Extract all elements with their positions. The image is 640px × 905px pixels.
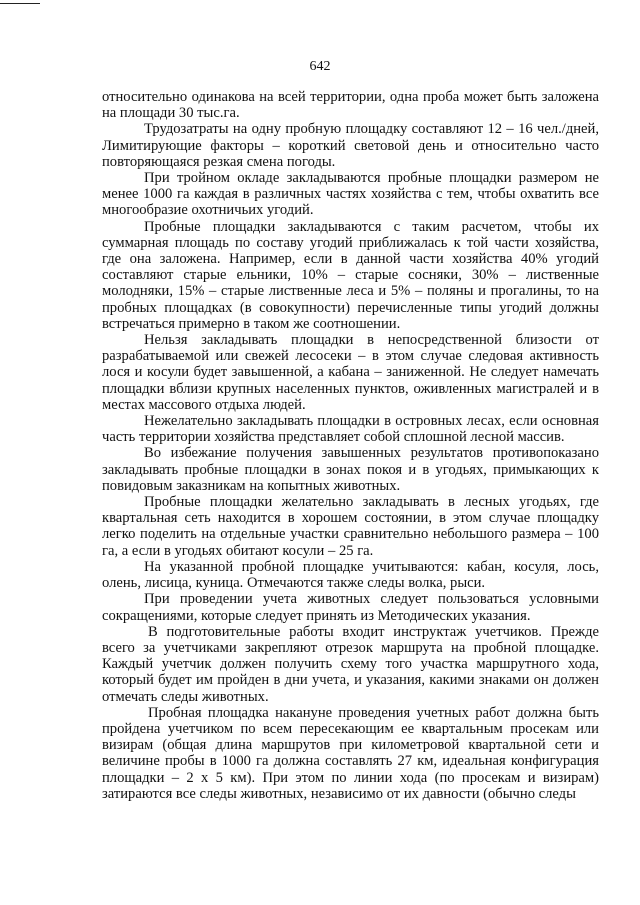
paragraph: При проведении учета животных следует пользоваться условными сокращениями, которые следует принять из Методических указания.	[102, 591, 599, 624]
paragraph: При тройном окладе закладываются пробные площадки размером не менее 1000 га каждая в различных частях хозяйства с тем, чтобы охватить все многообразие охотничьих угодий.	[102, 170, 599, 219]
paragraph: На указанной пробной площадке учитываются: кабан, косуля, лось, олень, лисица, куница. Отмечаются также следы волка, рыси.	[102, 558, 599, 592]
paragraph: Пробные площадки желательно закладывать в лесных угодьях, где квартальная сеть находится в хорошем состоянии, в этом случае площадку легко поделить на отдельные участки сравнительно небольшого размера – 100 га, а если в угодьях обитают косули – 25 га.	[102, 494, 599, 559]
paragraph: Пробные площадки закладываются с таким расчетом, чтобы их суммарная площадь по составу угодий приближалась к той части хозяйства, где она заложена. Например, если в данной части хозяйства 40% угодий составляют старые ельники, 10% – старые сосняки, 30% – лиственные молодняки, 15% – старые лиственные леса и 5% – поляны и прогалины, то на пробных площадках (в совокупности) перечисленные типы угодий должны встречаться примерно в таком же соотношении.	[102, 218, 599, 332]
paragraph: В подготовительные работы входит инструктаж учетчиков. Прежде всего за учетчиками закрепляют отрезок маршрута на пробной площадке. Каждый учетчик должен получить схему того участка маршрутного хода, который будет им пройден в дни учета, и указания, какими знаками он должен отмечать следы животных.	[102, 623, 599, 705]
paragraph: относительно одинакова на всей территории, одна проба может быть заложена на площади 30 тыс.га.	[102, 89, 599, 122]
paragraph: Трудозатраты на одну пробную площадку составляют 12 – 16 чел./дней, Лимитирующие факторы – короткий световой день и относительно часто повторяющаяся резкая смена погоды.	[102, 121, 599, 170]
paragraph: Пробная площадка накануне проведения учетных работ должна быть пройдена учетчиком по всем пересекающим ее квартальным просекам или визирам (общая длина маршрутов при километровой квартальной сети и величине пробы в 1000 га должна составлять 27 км, идеальная конфигурация площадки – 2 х 5 км). При этом по линии хода (по просекам и визирам) затираются все следы животных, независимо от их давности (обычно следы	[102, 704, 599, 802]
top-edge-rule	[0, 3, 40, 4]
document-body	[102, 89, 599, 802]
page-number: 642	[309, 59, 331, 74]
paragraph: Во избежание получения завышенных результатов противопоказано закладывать пробные площадки в зонах покоя и в угодьях, примыкающих к повидовым заказникам на копытных животных.	[102, 445, 599, 494]
paragraph: Нежелательно закладывать площадки в островных лесах, если основная часть территории хозяйства представляет собой сплошной лесной массив.	[102, 413, 599, 446]
paragraph: Нельзя закладывать площадки в непосредственной близости от разрабатываемой или свежей лесосеки – в этом случае следовая активность лося и косули будет завышенной, а кабана – заниженной. Не следует намечать площадки вблизи крупных населенных пунктов, оживленных магистралей и в местах массового отдыха людей.	[102, 332, 599, 413]
